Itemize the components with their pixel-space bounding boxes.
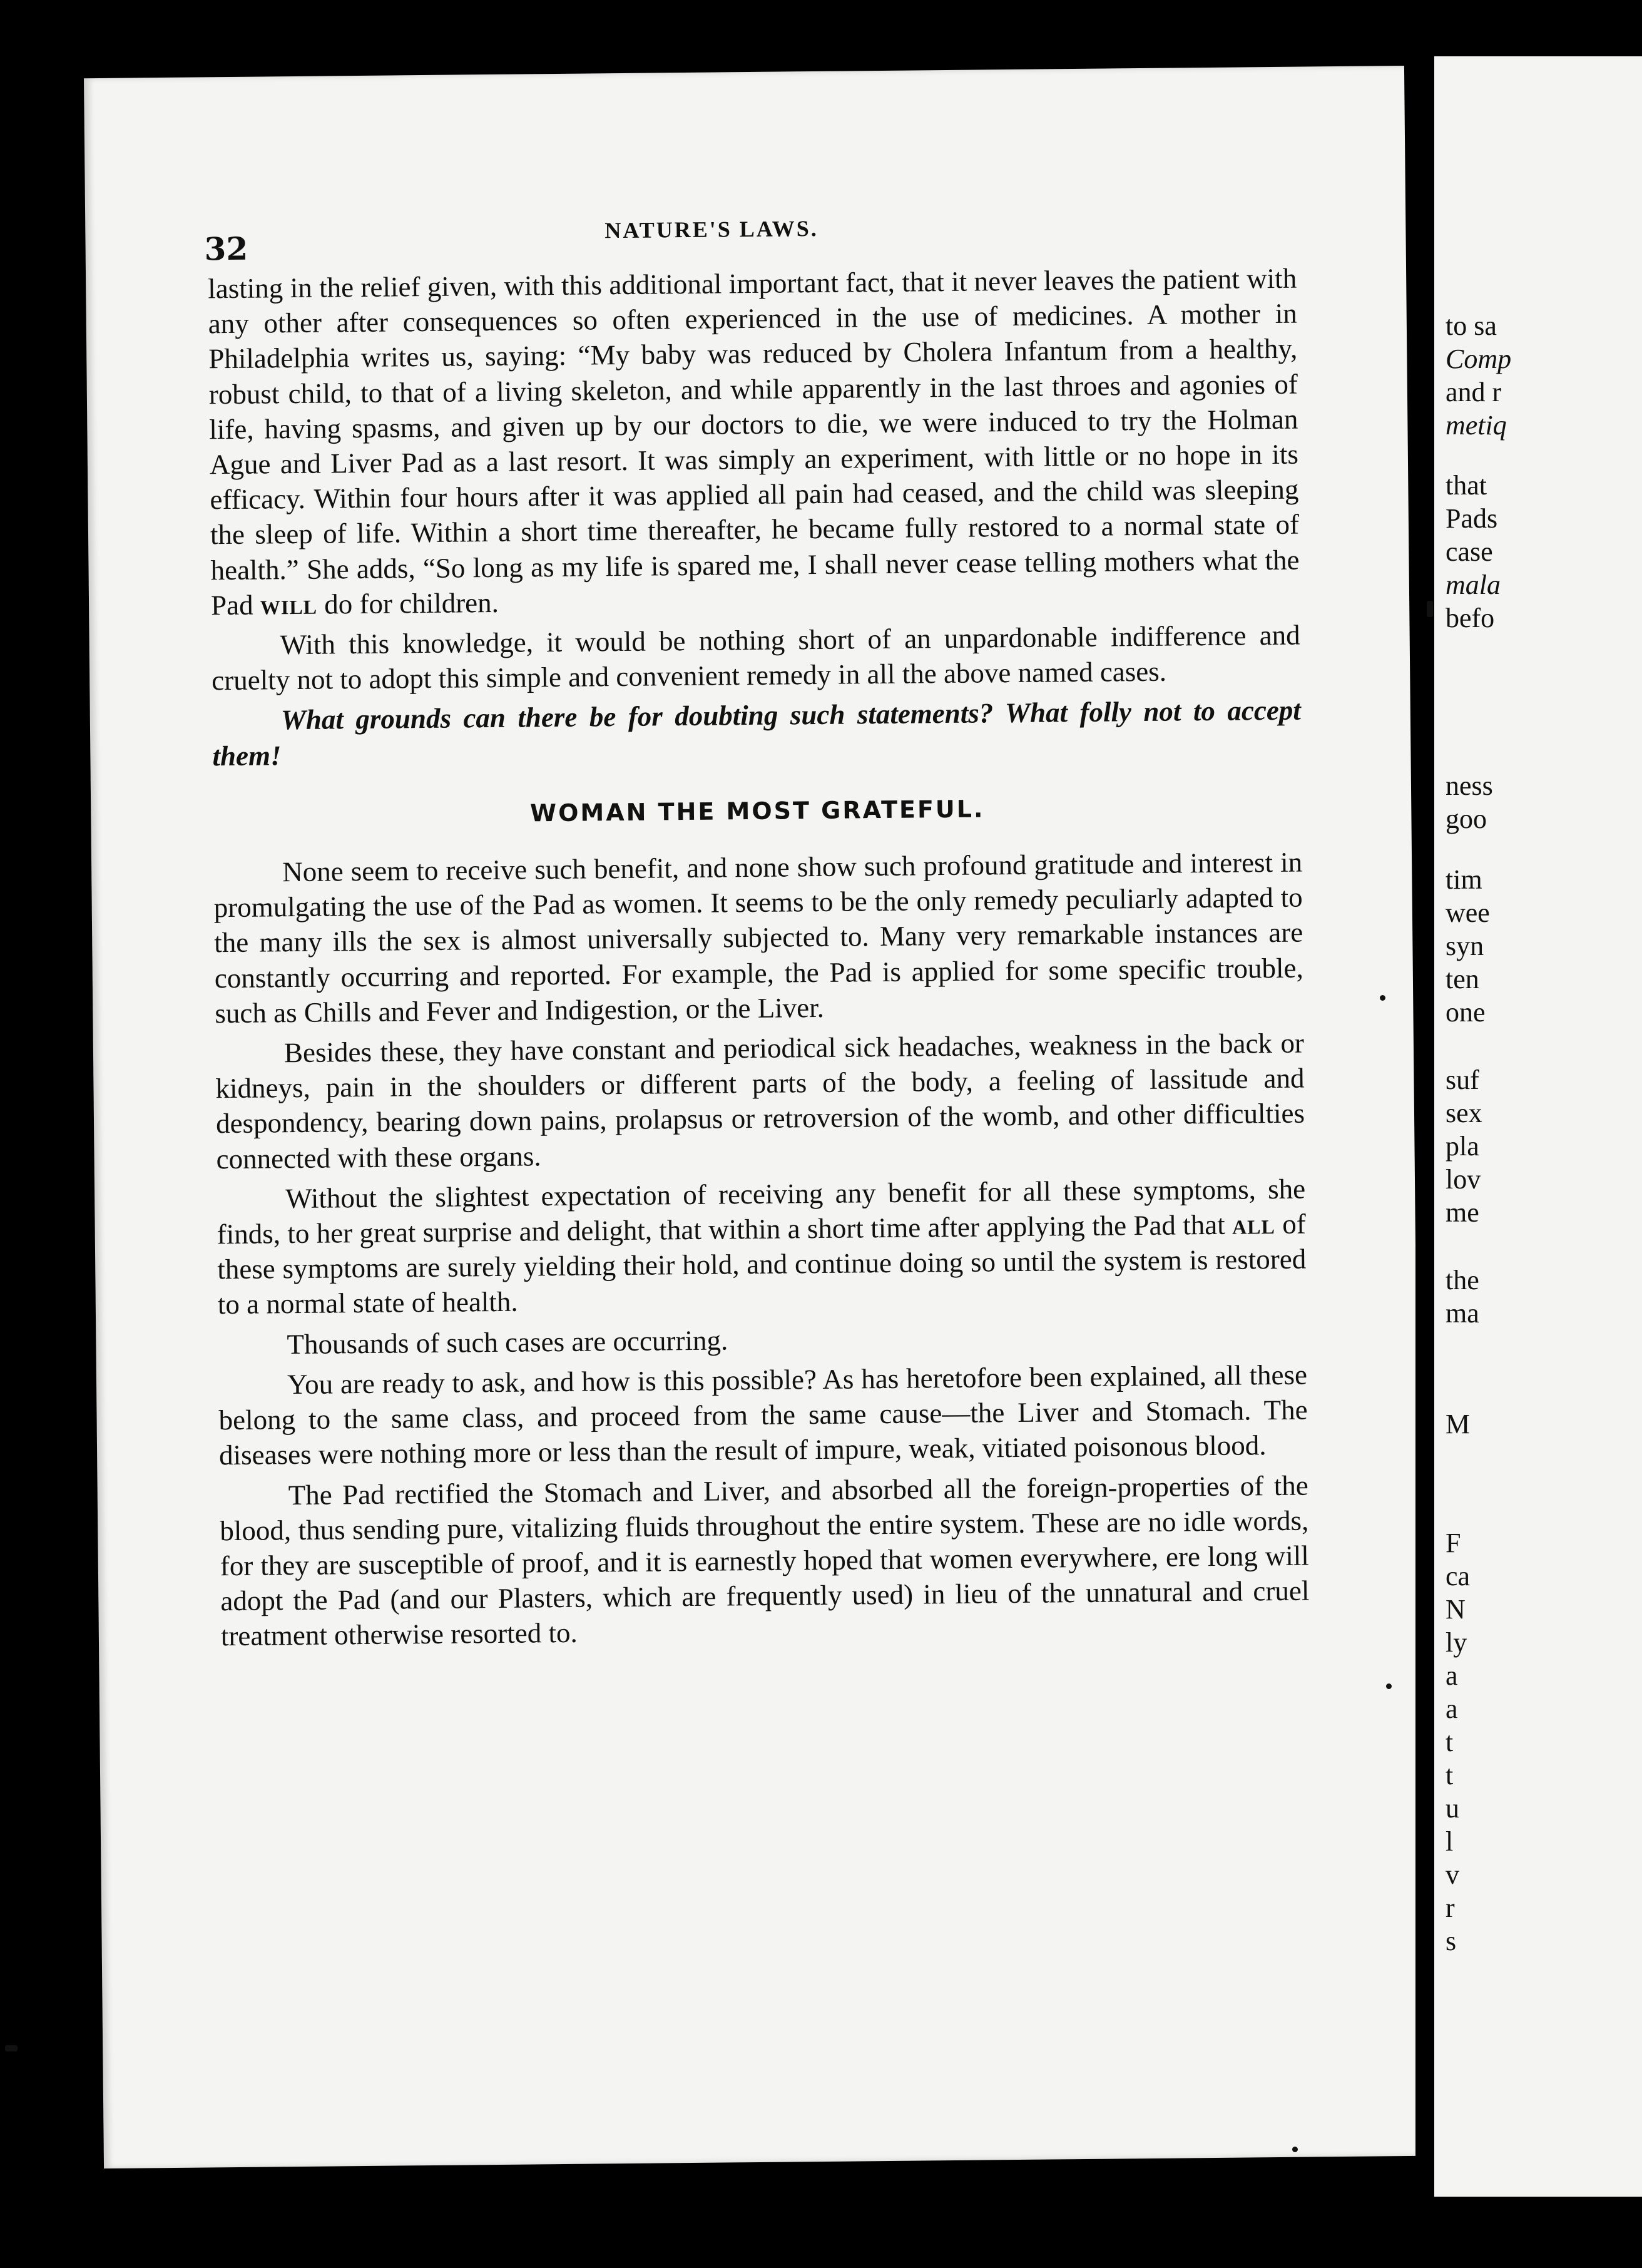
facing-line: Pads [1446,503,1498,534]
section-heading: WOMAN THE MOST GRATEFUL. [529,795,985,827]
facing-line: the [1446,1265,1479,1295]
facing-line: v [1446,1859,1459,1890]
facing-line: one [1446,997,1486,1028]
facing-line: befo [1446,603,1495,633]
scan-speck [1380,995,1385,1001]
facing-line: ten [1446,964,1479,994]
body-text [208,261,1310,1654]
paragraph-knowledge: With this knowledge, it would be nothing short of an unpardonable indifference and cruelty not to adopt this simple and convenient remedy in all the above named cases. [212,619,1300,697]
facing-line: ma [1446,1298,1479,1329]
facing-line: a [1446,1693,1458,1724]
facing-line: suf [1446,1065,1479,1095]
facing-line: u [1446,1793,1459,1824]
facing-line: s [1446,1926,1457,1956]
paragraph-thousands: Thousands of such cases are occurring. [287,1324,728,1360]
facing-line: mala [1446,570,1501,600]
facing-line: that [1446,470,1487,501]
facing-line: me [1446,1197,1479,1228]
facing-line: ly [1446,1627,1467,1658]
paragraph-pad-rectified: The Pad rectified the Stomach and Liver, and absorbed all the foreign-properties of the blood, thus sending pure, vitalizing fluids throughout the entire system. These are no idle words, for they are susceptible of proof, and it is earnestly hoped that women everywhere, ere long will adopt the Pad (and our Plasters, which are frequently used) in lieu of the unnatural and cruel treatment otherwise resorted to. [220,1469,1310,1652]
paragraph-besides: Besides these, they have constant and periodical sick headaches, weakness in the back or kidneys, pain in the shoulders or different parts of the body, a feeling of lassitude and despondency, bearing down pains, prolapsus or retroversion of the womb, and other difficulties connected with these organs. [215,1027,1305,1175]
facing-line: tim [1446,864,1482,895]
facing-line: t [1446,1760,1454,1790]
facing-line: syn [1446,931,1484,961]
facing-line: lov [1446,1164,1481,1195]
left-page [84,66,1424,2168]
scan-speck [1386,1683,1392,1689]
facing-line: wee [1446,897,1490,928]
facing-line: l [1446,1826,1454,1857]
facing-line: t [1446,1727,1454,1757]
facing-line: ca [1446,1561,1471,1591]
scan-speck [5,2045,18,2051]
paragraph-none-seem: None seem to receive such benefit, and none show such profound gratitude and interest in promulgating the use of the Pad as women. It seems to be the only remedy peculiarly adapted to the many ills the sex is almost universally subjected to. Many very remarkable instances are constantly occurring and reported. For example, the Pad is applied for some specific trouble, such as Chills and Fever and Indigestion, or the Liver. [213,846,1303,1029]
running-head: NATURE'S LAWS. [604,215,818,243]
paragraph-italic-question: What grounds can there be for doubting such statements? What folly not to accept them! [212,695,1302,772]
facing-line: to sa [1446,310,1497,341]
paragraph-without: Without the slightest expectation of receiving any benefit for all these symptoms, she finds, to her great surprise and delight, that within a short time after applying the Pad that all of these symptoms are surely yielding their hold, and continue doing so until the system is restored to a normal state of health. [217,1173,1307,1320]
facing-line: sex [1446,1098,1482,1128]
facing-line: and r [1446,377,1502,407]
facing-line: r [1446,1893,1455,1923]
scan-speck [1427,601,1433,617]
page-number: 32 [204,230,248,268]
emphasis-will: will [260,588,318,621]
paragraph-you-are-ready: You are ready to ask, and how is this possible? As has heretofore been explained, all these belong to the same class, and proceed from the same cause—the Liver and Stomach. The diseases were nothing more or less than the result of impure, weak, vitiated poisonous blood. [218,1359,1308,1471]
emphasis-all: all [1232,1208,1276,1240]
scan-speck [1292,2147,1298,2152]
facing-line: pla [1446,1131,1479,1162]
facing-line: Comp [1446,344,1512,374]
facing-line: goo [1446,804,1487,834]
facing-line: a [1446,1660,1458,1691]
facing-line: M [1446,1409,1471,1439]
facing-line: N [1446,1594,1466,1625]
facing-line: F [1446,1528,1461,1558]
facing-line: case [1446,536,1493,567]
facing-line: ness [1446,770,1493,801]
page-gutter [1415,56,1434,2209]
facing-page [1434,56,1642,2197]
facing-line: metiq [1446,410,1507,441]
paragraph-continuation: lasting in the relief given, with this additional important fact, that it never leaves the patient with any other after consequences so often experienced in the use of medicines. A mother in Philadelphia writes us, saying: “My baby was reduced by Cholera Infantum from a healthy, robust child, to that of a living skeleton, and while apparently in the last throes and agonies of life, having spasms, and given up by our doctors to die, we were induced to try the Holman Ague and Liver Pad as a last resort. It was simply an experiment, with little or no hope in its efficacy. Within four hours after it was applied all pain had ceased, and the child was sleeping the sleep of life. Within a short time thereafter, he became fully restored to a normal state of health.” She adds, “So long as my life is spared me, I shall never cease telling mothers what the Pad will do for children. [208,262,1300,621]
